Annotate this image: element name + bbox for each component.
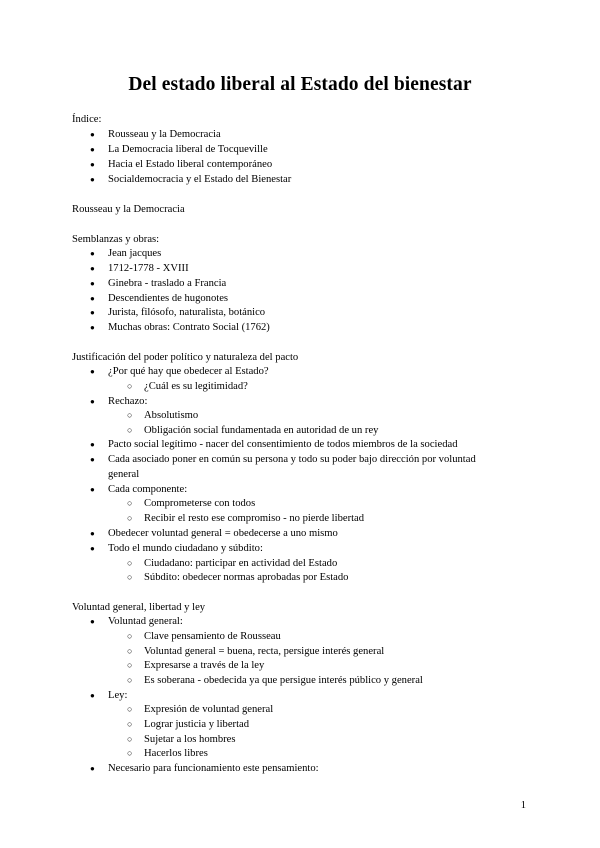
list-item: Cada asociado poner en común su persona y todo su poder bajo dirección por voluntad general — [108, 454, 476, 480]
bullet-icon: ● — [90, 308, 95, 317]
index-item: La Democracia liberal de Tocqueville — [108, 144, 268, 155]
circle-bullet-icon: ○ — [127, 675, 133, 685]
page-title: Del estado liberal al Estado del bienestar — [128, 74, 472, 95]
circle-bullet-icon: ○ — [127, 425, 133, 435]
bullet-icon: ● — [90, 367, 95, 376]
bullet-icon: ● — [90, 175, 95, 184]
page-number: 1 — [520, 800, 526, 811]
section-heading: Rousseau y la Democracia — [72, 204, 185, 215]
list-item: Pacto social legítimo - nacer del consentimiento de todos miembros de la sociedad — [108, 439, 458, 450]
bullet-icon: ● — [90, 294, 95, 303]
list-subitem: Es soberana - obedecida ya que persigue interés público y general — [144, 675, 423, 686]
list-item: Muchas obras: Contrato Social (1762) — [108, 322, 270, 333]
bullet-icon: ● — [90, 485, 95, 494]
list-subitem: Expresión de voluntad general — [144, 704, 274, 715]
circle-bullet-icon: ○ — [127, 631, 133, 641]
index-item: Socialdemocracia y el Estado del Bienestar — [108, 174, 292, 185]
bullet-icon: ● — [90, 249, 95, 258]
list-item: Jurista, filósofo, naturalista, botánico — [108, 307, 266, 318]
circle-bullet-icon: ○ — [127, 513, 133, 523]
circle-bullet-icon: ○ — [127, 410, 133, 420]
list-subitem: Expresarse a través de la ley — [144, 660, 265, 671]
list-subitem: Lograr justicia y libertad — [144, 719, 250, 730]
bullet-icon: ● — [90, 544, 95, 553]
list-item: Voluntad general: — [108, 616, 183, 627]
list-subitem: Absolutismo — [144, 410, 199, 421]
index-heading: Índice: — [72, 114, 102, 125]
list-subitem: Voluntad general = buena, recta, persigue interés general — [144, 646, 385, 657]
list-subitem: Recibir el resto ese compromiso - no pierde libertad — [144, 513, 365, 524]
circle-bullet-icon: ○ — [127, 704, 133, 714]
circle-bullet-icon: ○ — [127, 734, 133, 744]
list-item: Jean jacques — [108, 248, 162, 259]
list-item: Obedecer voluntad general = obedecerse a uno mismo — [108, 528, 338, 539]
circle-bullet-icon: ○ — [127, 381, 133, 391]
circle-bullet-icon: ○ — [127, 660, 133, 670]
index-item: Hacia el Estado liberal contemporáneo — [108, 159, 273, 170]
list-subitem: Obligación social fundamentada en autoridad de un rey — [144, 425, 379, 436]
bullet-icon: ● — [90, 764, 95, 773]
list-item: 1712-1778 - XVIII — [108, 263, 189, 274]
index-item: Rousseau y la Democracia — [108, 129, 221, 140]
list-subitem: Súbdito: obedecer normas aprobadas por Estado — [144, 572, 349, 583]
circle-bullet-icon: ○ — [127, 572, 133, 582]
circle-bullet-icon: ○ — [127, 748, 133, 758]
list-item: Cada componente: — [108, 484, 188, 495]
list-subitem: ¿Cuál es su legitimidad? — [144, 381, 248, 392]
circle-bullet-icon: ○ — [127, 558, 133, 568]
list-subitem: Sujetar a los hombres — [144, 734, 236, 745]
bullet-icon: ● — [90, 617, 95, 626]
subsection-heading: Justificación del poder político y naturaleza del pacto — [72, 352, 299, 363]
list-item: Necesario para funcionamiento este pensamiento: — [108, 763, 319, 774]
bullet-icon: ● — [90, 130, 95, 139]
list-item: Ginebra - traslado a Francia — [108, 278, 227, 289]
bullet-icon: ● — [90, 529, 95, 538]
bullet-icon: ● — [90, 145, 95, 154]
bullet-icon: ● — [90, 264, 95, 273]
circle-bullet-icon: ○ — [127, 719, 133, 729]
list-item: Rechazo: — [108, 396, 148, 407]
list-subitem: Ciudadano: participar en actividad del Estado — [144, 558, 338, 569]
list-item: ¿Por qué hay que obedecer al Estado? — [108, 366, 269, 377]
subsection-heading: Voluntad general, libertad y ley — [72, 602, 206, 613]
bullet-icon: ● — [90, 397, 95, 406]
bullet-icon: ● — [90, 440, 95, 449]
bullet-icon: ● — [90, 455, 95, 464]
subsection-heading: Semblanzas y obras: — [72, 234, 160, 245]
list-item: Descendientes de hugonotes — [108, 293, 229, 304]
list-item: Todo el mundo ciudadano y súbdito: — [108, 543, 263, 554]
list-subitem: Comprometerse con todos — [144, 498, 256, 509]
bullet-icon: ● — [90, 323, 95, 332]
list-subitem: Hacerlos libres — [144, 748, 208, 759]
circle-bullet-icon: ○ — [127, 646, 133, 656]
list-item: Ley: — [108, 690, 128, 701]
bullet-icon: ● — [90, 160, 95, 169]
bullet-icon: ● — [90, 279, 95, 288]
circle-bullet-icon: ○ — [127, 498, 133, 508]
bullet-icon: ● — [90, 691, 95, 700]
list-subitem: Clave pensamiento de Rousseau — [144, 631, 281, 642]
